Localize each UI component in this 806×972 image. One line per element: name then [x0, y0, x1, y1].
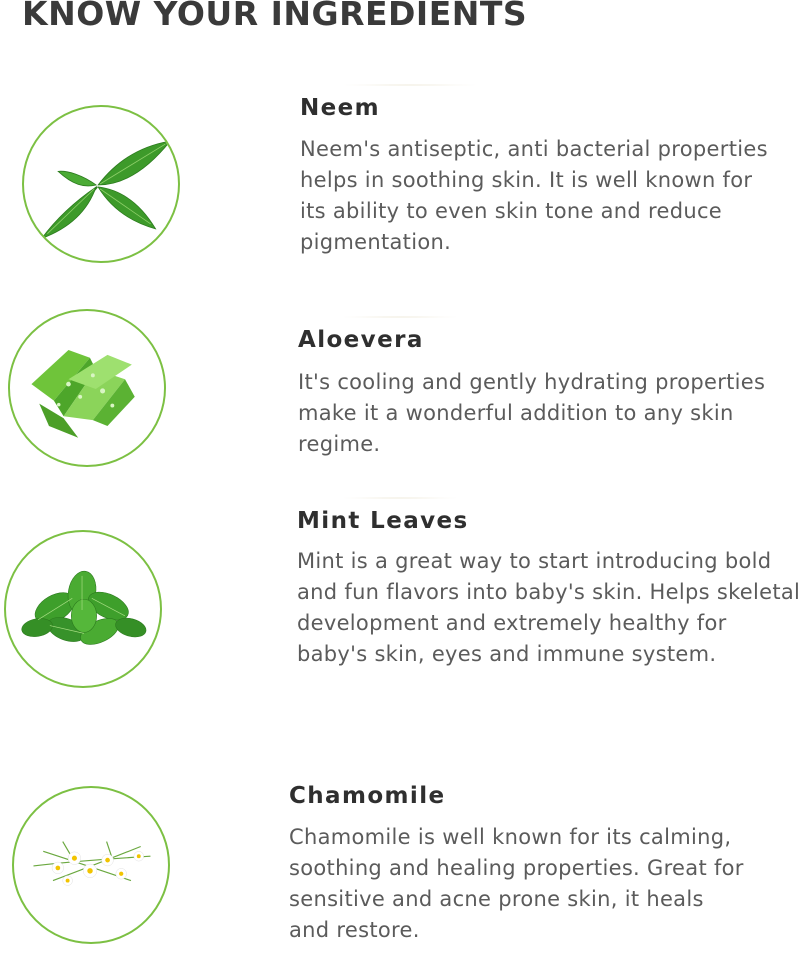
ingredient-name: Aloevera	[298, 327, 424, 353]
chamomile-image-circle	[12, 786, 170, 944]
mint-leaves-icon	[6, 532, 160, 686]
aloe-vera-icon	[10, 311, 164, 465]
chamomile-flower-icon	[14, 788, 168, 942]
aloevera-image-circle	[8, 309, 166, 467]
ingredient-name: Chamomile	[289, 783, 446, 809]
ingredient-name: Mint Leaves	[297, 508, 469, 534]
ingredient-description: Chamomile is well known for its calming, soothing and healing properties. Great for sensitive and acne prone skin, it heals and restore.	[289, 825, 744, 942]
neem-image-circle	[22, 105, 180, 263]
mint-image-circle	[4, 530, 162, 688]
neem-leaf-icon	[24, 107, 178, 261]
ingredient-description: It's cooling and gently hydrating properties make it a wonderful addition to any skin regime.	[298, 370, 766, 456]
ingredient-description: Mint is a great way to start introducing bold and fun flavors into baby's skin. Helps skeletal development and extremely healthy for baby's skin, eyes and immune system.	[297, 549, 801, 666]
ingredient-description: Neem's antiseptic, anti bacterial properties helps in soothing skin. It is well known for its ability to even skin tone and reduce pigmentation.	[300, 137, 768, 254]
page-title: KNOW YOUR INGREDIENTS	[22, 0, 528, 33]
ingredient-name: Neem	[300, 95, 381, 121]
